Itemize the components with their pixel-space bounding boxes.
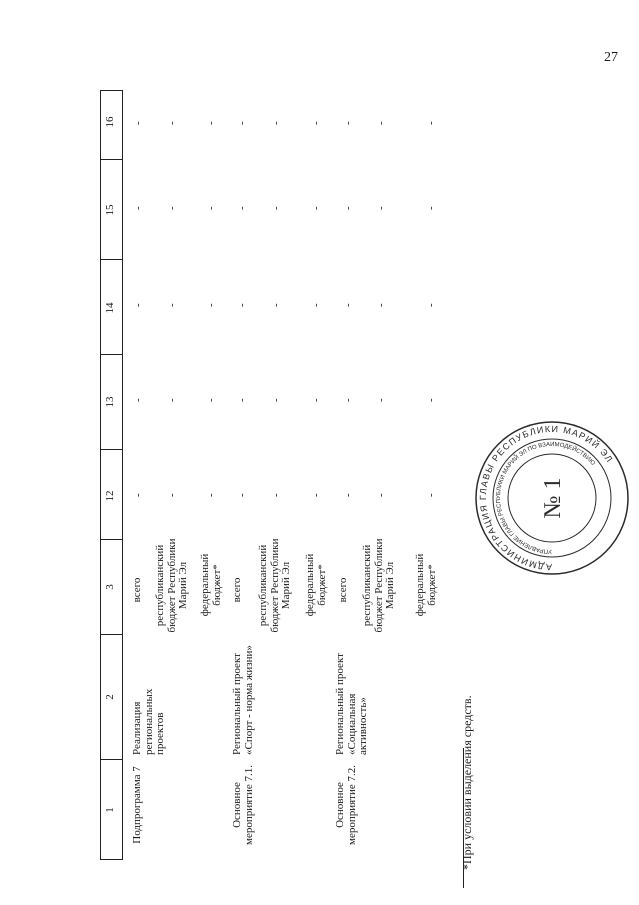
- col-separator: [100, 259, 122, 260]
- row1-fed: федеральный бюджет*: [199, 553, 223, 617]
- cell-dash: -: [375, 303, 387, 307]
- row3-col1: Основное мероприятие 7.2.: [334, 764, 358, 845]
- cell-dash: -: [342, 121, 354, 125]
- col-separator: [100, 759, 122, 760]
- cell-dash: -: [166, 493, 178, 497]
- cell-dash: -: [310, 398, 322, 402]
- cell-dash: -: [425, 206, 437, 210]
- header-bottom-border: [122, 90, 123, 860]
- cell-dash: -: [166, 121, 178, 125]
- cell-dash: -: [270, 121, 282, 125]
- cell-dash: -: [132, 493, 144, 497]
- cell-dash: -: [166, 206, 178, 210]
- cell-dash: -: [236, 398, 248, 402]
- col-separator: [100, 449, 122, 450]
- cell-dash: -: [310, 121, 322, 125]
- cell-dash: -: [425, 121, 437, 125]
- header-col-14: 14: [104, 302, 116, 314]
- row2-vsego: всего: [231, 577, 243, 603]
- header-col-13: 13: [104, 396, 116, 408]
- header-col-15: 15: [104, 204, 116, 216]
- cell-dash: -: [132, 121, 144, 125]
- cell-dash: -: [236, 493, 248, 497]
- row2-col1: Основное мероприятие 7.1.: [231, 764, 255, 845]
- header-col-3: 3: [104, 584, 116, 590]
- row2-rep: республиканский бюджет Республики Марий Эл: [257, 538, 292, 633]
- cell-dash: -: [270, 398, 282, 402]
- stamp-inner-text: УПРАВЛЕНИЕ ГЛАВЫ РЕСПУБЛИКИ МАРИЙ ЭЛ ПО ВЗАИМОДЕЙСТВИЮ: [495, 441, 596, 555]
- cell-dash: -: [132, 303, 144, 307]
- cell-dash: -: [310, 493, 322, 497]
- cell-dash: -: [342, 493, 354, 497]
- row1-rep: республиканский бюджет Республики Марий Эл: [154, 538, 189, 633]
- page-number: 27: [604, 50, 618, 65]
- cell-dash: -: [375, 398, 387, 402]
- row3-fed: федеральный бюджет*: [414, 553, 438, 617]
- cell-dash: -: [310, 206, 322, 210]
- cell-dash: -: [270, 303, 282, 307]
- col-separator: [100, 859, 122, 860]
- cell-dash: -: [310, 303, 322, 307]
- footnote: *При условии выделения средств.: [460, 695, 474, 870]
- cell-dash: -: [205, 398, 217, 402]
- cell-dash: -: [425, 493, 437, 497]
- cell-dash: -: [425, 303, 437, 307]
- cell-dash: -: [375, 206, 387, 210]
- cell-dash: -: [205, 303, 217, 307]
- header-col-12: 12: [104, 490, 116, 502]
- official-stamp: [472, 418, 632, 578]
- stamp-outer-text: АДМИНИСТРАЦИЯ ГЛАВЫ РЕСПУБЛИКИ МАРИЙ ЭЛ: [477, 423, 616, 573]
- cell-dash: -: [236, 303, 248, 307]
- cell-dash: -: [425, 398, 437, 402]
- cell-dash: -: [166, 398, 178, 402]
- cell-dash: -: [236, 121, 248, 125]
- row3-vsego: всего: [337, 577, 349, 603]
- cell-dash: -: [342, 206, 354, 210]
- header-col-2: 2: [104, 694, 116, 700]
- cell-dash: -: [270, 493, 282, 497]
- row1-col2: Реализация региональных проектов: [131, 688, 166, 755]
- cell-dash: -: [342, 398, 354, 402]
- col-separator: [100, 90, 122, 91]
- cell-dash: -: [132, 398, 144, 402]
- row1-vsego: всего: [131, 577, 143, 603]
- cell-dash: -: [166, 303, 178, 307]
- cell-dash: -: [205, 121, 217, 125]
- cell-dash: -: [270, 206, 282, 210]
- header-col-16: 16: [104, 116, 116, 128]
- col-separator: [100, 539, 122, 540]
- row2-fed: федеральный бюджет*: [304, 553, 328, 617]
- cell-dash: -: [236, 206, 248, 210]
- cell-dash: -: [205, 493, 217, 497]
- table-top-border: [100, 90, 101, 860]
- header-col-1: 1: [104, 807, 116, 813]
- cell-dash: -: [205, 206, 217, 210]
- cell-dash: -: [342, 303, 354, 307]
- cell-dash: -: [132, 206, 144, 210]
- col-separator: [100, 159, 122, 160]
- stamp-number: № 1: [540, 477, 566, 519]
- row1-col1: Подпрограмма 7: [131, 766, 143, 844]
- cell-dash: -: [375, 493, 387, 497]
- cell-dash: -: [375, 121, 387, 125]
- row3-col2: Региональный проект «Социальная активность»: [334, 653, 369, 755]
- col-separator: [100, 354, 122, 355]
- row2-col2: Региональный проект «Спорт - норма жизни»: [231, 645, 255, 755]
- row3-rep: республиканский бюджет Республики Марий Эл: [361, 538, 396, 633]
- col-separator: [100, 634, 122, 635]
